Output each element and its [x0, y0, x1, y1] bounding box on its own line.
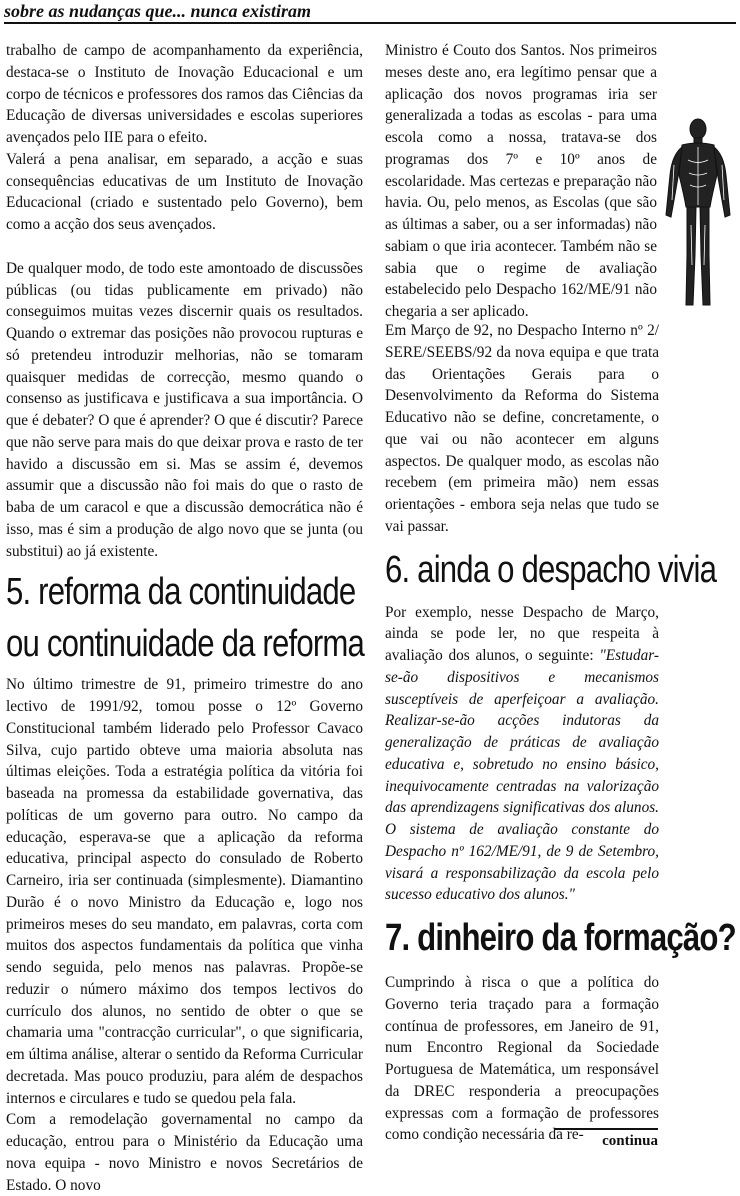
right-para-1: Ministro é Couto dos Santos. Nos primeiros meses deste ano, era legítimo pensar que a aplicação dos novos programas iria ser generalizada a todas as escolas - para uma escola como a nossa, tratava-se dos programas dos 7º e 10º anos de escolaridade. Mas certezas e preparação não havia. Ou, pelo menos, as Escolas (que são as últimas a saber, ou a ser informadas) não sabiam o que iria acontecer. Também não se sabia que o regime de avaliação estabelecido pelo Despacho 162/ME/91 não chegaria a ser aplicado.	[385, 42, 657, 320]
continua-label: continua	[602, 1133, 658, 1149]
running-head	[4, 0, 736, 24]
running-head-text: sobre as nudanças que... nunca existiram	[4, 1, 312, 21]
right-para-3-intro: Por exemplo, nesse Despacho de Março, ainda se pode ler, no que respeita à avaliação dos alunos, o seguinte:	[385, 603, 659, 664]
right-para-3-quote: "Estudar-se-ão dispositivos e mecanismos susceptíveis de aperfeiçoar a avaliação. Realizar-se-ão acções indutoras da generalização de práticas de avaliação educativa e, sobretudo no ensino básico, inequivocamente centradas na valorização das aprendizagens significativas dos alunos. O sistema de avaliação constante do Despacho nº 162/ME/91, de 9 de Setembro, visará a responsabilização da escola pelo sucesso educativo dos alunos."	[385, 647, 659, 904]
left-para-2: Valerá a pena analisar, em separado, a acção e suas consequências educativas de um Instituto de Inovação Educacional (criado e sustentado pelo Governo), bem como a acção dos seus avençados.	[6, 150, 363, 233]
left-para-3: De qualquer modo, de todo este amontoado de discussões públicas (ou tidas publicamente em privado) não conseguimos muitas vezes discernir quais os resultados. Quando o extremar das posições não provocou rupturas e só pretendeu introduzir melhorias, não se tomaram quaisquer medidas de correcção, mesmo quando o consenso as justificava e justificava a sua importância. O que é debater? O que é aprender? O que é discutir? Parece que não serve para mais do que deixar prova e rasto de ter havido a discussão em si. Mas se assim é, devemos assumir que a discussão não foi mais do que o rasto de baba de um caracol e que a discussão democrática não é isso, mas é sim a produção de algo novo que se junta (ou substitui) ao já existente.	[6, 259, 363, 560]
left-para-1: trabalho de campo de acompanhamento da experiência, destaca-se o Instituto de Inovação Educacional e um corpo de técnicos e professores dos ramos das Ciências da Educação de diversas universidades e escolas superiores avençados pelo IIE para o efeito.	[6, 42, 363, 146]
right-para-2: Em Março de 92, no Despacho Interno nº 2/ SERE/SEEBS/92 da nova equipa e que trata das Orientações Gerais para o Desenvolvimento da Reforma do Sistema Educativo não se define, concretamente, o que vai ou não acontecer em alguns aspectos. De qualquer modo, as escolas não recebem (em primeira mão) nem essas orientações - embora seja nelas que tudo se vai passar.	[385, 322, 659, 535]
spacer	[6, 236, 363, 258]
right-para-3	[385, 602, 659, 907]
right-para-4: Cumprindo à risca o que a política do Governo teria traçado para a formação contínua de professores, em Janeiro de 91, num Encontro Regional da Sociedade Portuguesa de Matemática, um responsável da DREC responderia a preocupações expressas com a formação de professores como condição necessária da re-	[385, 974, 659, 1144]
section-6-heading: 6. ainda o despacho vivia	[385, 548, 717, 591]
anatomy-figure-icon	[662, 115, 734, 315]
continua-marker	[555, 1128, 658, 1152]
section-5-heading-line-2: ou continuidade da reforma	[6, 623, 365, 666]
left-para-5: Com a remodelação governamental no campo da educação, entrou para o Ministério da Educação uma nova equipa - novo Ministro e novos Secretários de Estado. O novo	[6, 1111, 363, 1194]
right-column-top	[385, 40, 657, 323]
left-para-4: No último trimestre de 91, primeiro trimestre do ano lectivo de 1991/92, tomou posse o 12º Governo Constitucional também liderado pelo Professor Cavaco Silva, cujo partido obteve uma maioria absoluta nas últimas eleições. Toda a estratégia política da vitória foi baseada na promessa da estabilidade governativa, das políticas de um governo para outro. No campo da educação, esperava-se que a aplicação da reforma educativa, principal aspecto do consulado de Roberto Carneiro, iria ser continuada (simplesmente). Diamantino Durão é o novo Ministro da Educação e, logo nos primeiros meses do seu mandato, em palavras, corta com muitos dos aspectos fundamentais da política que vinha sendo seguida, pelo menos nas palavras. Propõe-se reduzir o número máximo dos tempos lectivos do currículo dos alunos, no sentido de obter o que se chamaria uma "contracção curricular", o que significaria, em última análise, alterar o sentido da Reforma Curricular decretada. Mas pouco produziu, para além de despachos internos e circulares e tudo se quedou pela fala.	[6, 676, 363, 1107]
section-7-heading: 7. dinheiro da formação?	[385, 917, 736, 959]
left-column	[6, 40, 363, 1196]
right-column-main	[385, 320, 736, 1146]
section-5-heading-line-1: 5. reforma da continuidade	[6, 571, 356, 614]
